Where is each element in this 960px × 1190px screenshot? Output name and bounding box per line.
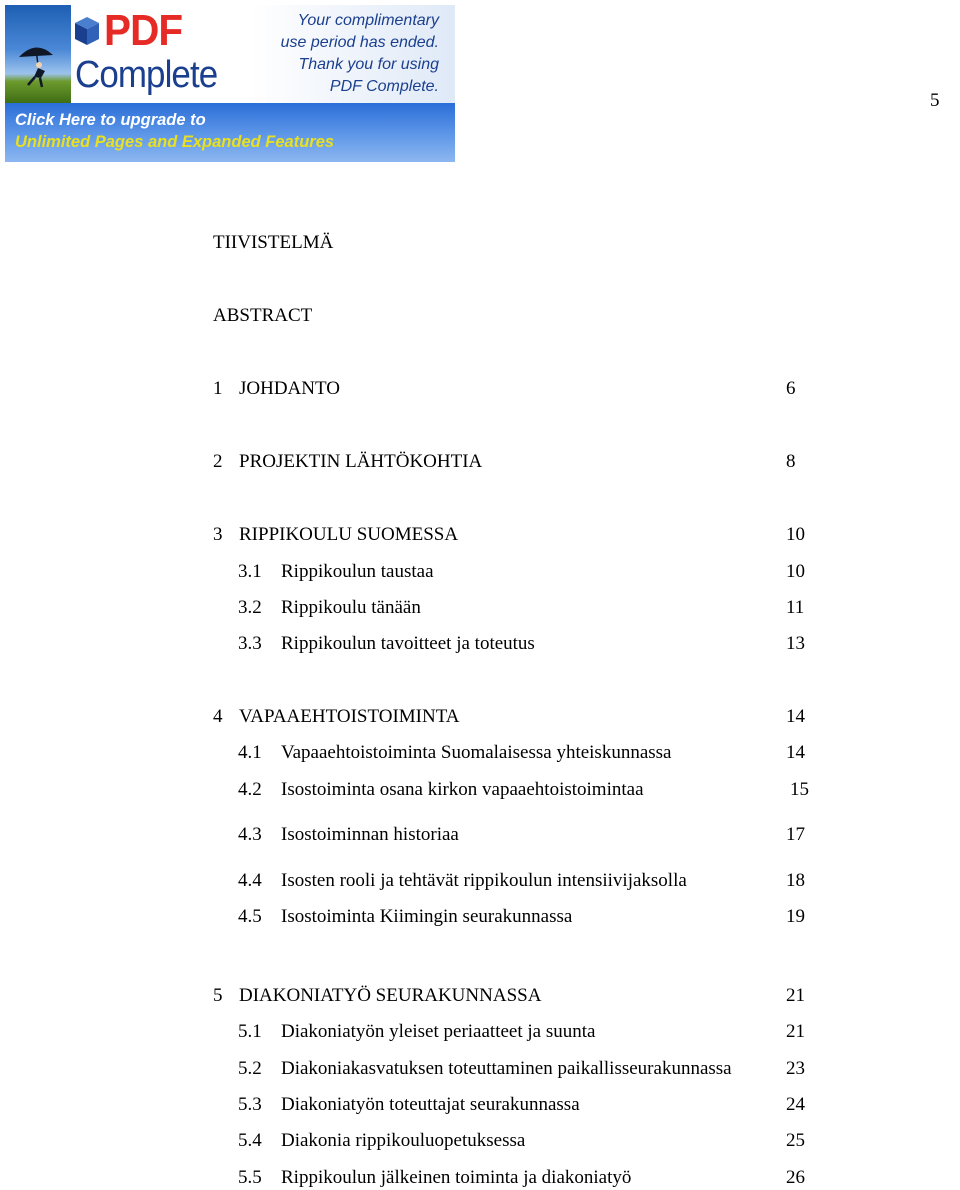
upgrade-link-line[interactable]: Unlimited Pages and Expanded Features: [15, 133, 335, 151]
toc-entry-page: 21: [786, 985, 805, 1006]
toc-entry-title: Isosten rooli ja tehtävät rippikoulun intensiivijaksolla: [281, 870, 687, 891]
trial-notice-line: use period has ended.: [280, 34, 439, 51]
toc-entry-title: Diakoniatyön yleiset periaatteet ja suunta: [281, 1021, 596, 1042]
toc-entry-number: 3: [213, 524, 223, 545]
toc-entry-number: 5.2: [238, 1058, 262, 1079]
toc-entry-number: 4.5: [238, 906, 262, 927]
toc-entry-page: 19: [786, 906, 805, 927]
toc-entry-page: 17: [786, 824, 805, 845]
toc-entry-number: 4.3: [238, 824, 262, 845]
toc-entry-title: DIAKONIATYÖ SEURAKUNNASSA: [239, 985, 542, 1006]
toc-entry: [0, 984, 960, 1008]
toc-entry-page: 14: [786, 706, 805, 727]
toc-entry-number: 4.1: [238, 742, 262, 763]
toc-entry-page: 25: [786, 1130, 805, 1151]
toc-entry-page: 8: [786, 451, 796, 472]
trial-notice: [251, 5, 455, 103]
toc-entry-title: Diakoniatyön toteuttajat seurakunnassa: [281, 1094, 580, 1115]
toc-entry-number: 5.1: [238, 1021, 262, 1042]
toc-entry-page: 14: [786, 742, 805, 763]
toc-entry-number: 4.4: [238, 870, 262, 891]
toc-entry-title: Isostoiminta osana kirkon vapaaehtoistoimintaa: [281, 779, 644, 800]
toc-entry: [0, 1129, 960, 1153]
toc-entry: [0, 778, 960, 802]
toc-entry: [0, 560, 960, 584]
toc-heading-title: TIIVISTELMÄ: [213, 232, 334, 253]
toc-entry-title: Rippikoulun taustaa: [281, 561, 434, 582]
toc-entry-title: RIPPIKOULU SUOMESSA: [239, 524, 459, 545]
logo-brand-top: PDF: [104, 6, 183, 55]
toc-heading: [0, 304, 960, 328]
toc-entry: [0, 450, 960, 474]
toc-entry-number: 5.5: [238, 1167, 262, 1188]
toc-entry-page: 23: [786, 1058, 805, 1079]
toc-entry-number: 3.3: [238, 633, 262, 654]
toc-entry-title: Diakoniakasvatuksen toteuttaminen paikallisseurakunnassa: [281, 1058, 732, 1079]
toc-entry-title: Rippikoulun tavoitteet ja toteutus: [281, 633, 535, 654]
toc-entry-title: Diakonia rippikouluopetuksessa: [281, 1130, 526, 1151]
toc-entry-page: 26: [786, 1167, 805, 1188]
toc-entry-title: JOHDANTO: [239, 378, 340, 399]
toc-entry-number: 5: [213, 985, 223, 1006]
toc-entry-title: PROJEKTIN LÄHTÖKOHTIA: [239, 451, 483, 472]
upgrade-link[interactable]: [5, 103, 455, 162]
toc-entry: [0, 1020, 960, 1044]
toc-entry: [0, 377, 960, 401]
toc-entry-number: 3.1: [238, 561, 262, 582]
toc-entry-number: 1: [213, 378, 223, 399]
logo-cube-icon: [73, 15, 101, 47]
toc-entry-page: 10: [786, 561, 805, 582]
trial-notice-line: Thank you for using: [298, 56, 439, 73]
toc-entry-page: 15: [790, 779, 809, 800]
umbrella-jumper-image: [5, 5, 71, 103]
trial-notice-line: PDF Complete.: [329, 78, 439, 95]
toc-entry-number: 5.3: [238, 1094, 262, 1115]
toc-entry-page: 21: [786, 1021, 805, 1042]
toc-entry-number: 4: [213, 706, 223, 727]
upgrade-link-line[interactable]: Click Here to upgrade to: [15, 111, 206, 129]
toc-entry-title: Isostoiminta Kiimingin seurakunnassa: [281, 906, 573, 927]
toc-heading: [0, 231, 960, 255]
toc-entry: [0, 705, 960, 729]
page-number: 5: [930, 90, 940, 111]
logo-brand-bottom: Complete: [75, 54, 218, 96]
toc-entry: [0, 523, 960, 547]
toc-entry-page: 6: [786, 378, 796, 399]
toc-entry: [0, 869, 960, 893]
toc-entry-page: 10: [786, 524, 805, 545]
toc-entry: [0, 1166, 960, 1190]
toc-entry-page: 24: [786, 1094, 805, 1115]
toc-entry-title: VAPAAEHTOISTOIMINTA: [239, 706, 460, 727]
toc-entry-title: Rippikoulun jälkeinen toiminta ja diakoniatyö: [281, 1167, 632, 1188]
toc-heading-title: ABSTRACT: [213, 305, 313, 326]
toc-entry: [0, 1093, 960, 1117]
toc-entry-page: 13: [786, 633, 805, 654]
toc-entry-number: 3.2: [238, 597, 262, 618]
toc-entry: [0, 905, 960, 929]
toc-entry: [0, 1057, 960, 1081]
toc-entry-page: 11: [786, 597, 805, 618]
toc-entry: [0, 596, 960, 620]
toc-entry-page: 18: [786, 870, 805, 891]
toc-entry-number: 2: [213, 451, 223, 472]
toc-entry: [0, 741, 960, 765]
upgrade-banner[interactable]: [5, 5, 455, 162]
toc-entry-title: Isostoiminnan historiaa: [281, 824, 459, 845]
toc-entry-number: 4.2: [238, 779, 262, 800]
toc-entry: [0, 632, 960, 656]
trial-notice-line: Your complimentary: [297, 12, 439, 29]
toc-entry: [0, 823, 960, 847]
toc-entry-number: 5.4: [238, 1130, 262, 1151]
toc-entry-title: Rippikoulu tänään: [281, 597, 421, 618]
toc-entry-title: Vapaaehtoistoiminta Suomalaisessa yhteiskunnassa: [281, 742, 672, 763]
